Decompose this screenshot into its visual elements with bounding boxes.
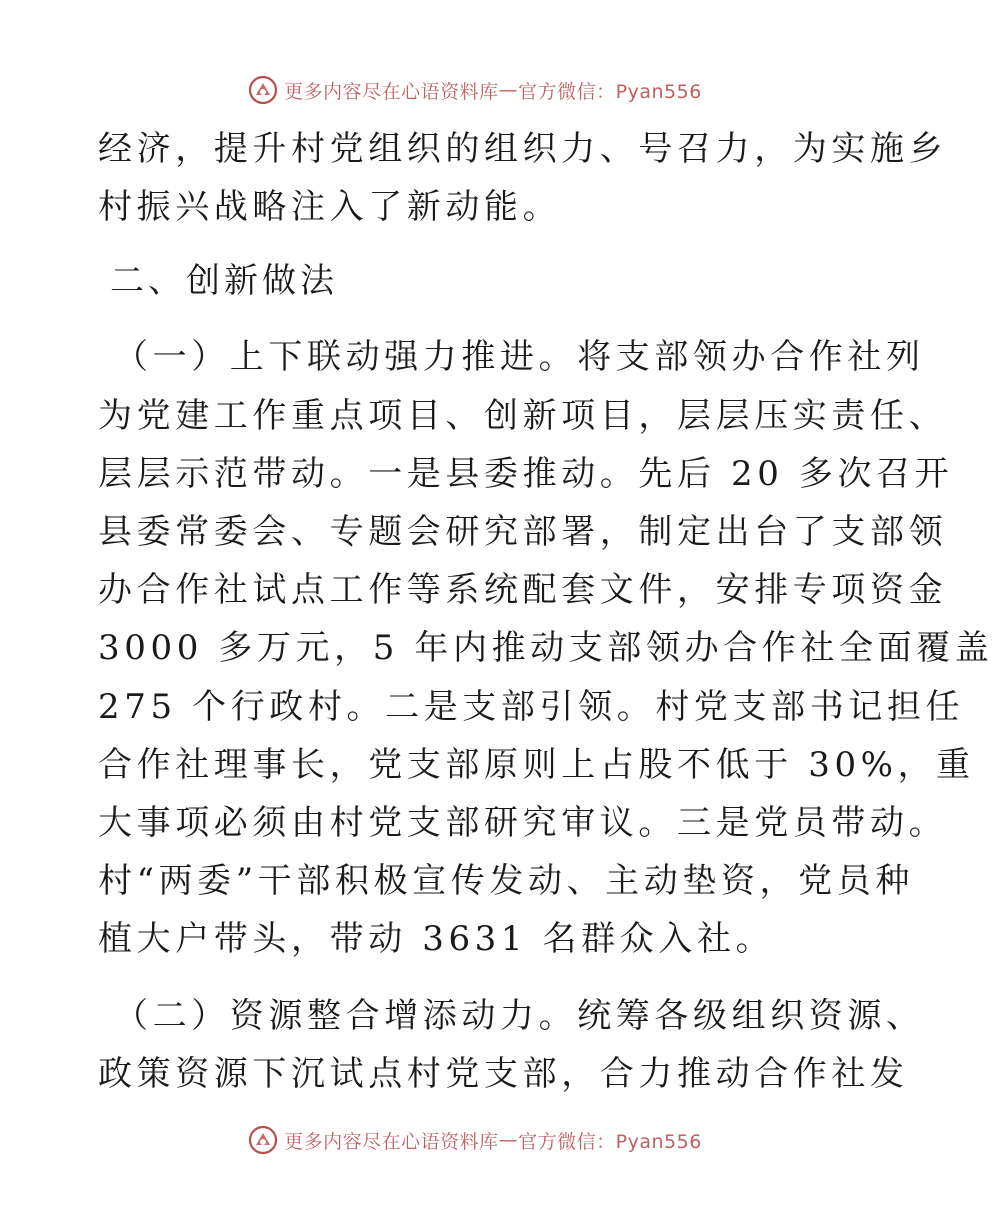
watermark-separator: — (498, 1129, 519, 1151)
watermark-account: 官方微信：Pyan556 (518, 1130, 702, 1153)
watermark-separator: — (498, 79, 519, 101)
text-line: 村“两委”干部积极宣传发动、主动垫资，党员种 (98, 861, 914, 902)
text-line: 大事项必须由村党支部研究审议。三是党员带动。 (98, 803, 948, 844)
paragraph-resources (98, 987, 925, 1103)
text-line: 为党建工作重点项目、创新项目，层层压实责任、 (98, 395, 948, 436)
logo-icon (248, 1125, 278, 1155)
text-line: 县委常委会、专题会研究部署，制定出台了支部领 (98, 512, 948, 553)
logo-icon (248, 75, 278, 105)
paragraph-continuation (98, 120, 948, 236)
text-line: 层层示范带动。一是县委推动。先后 20 多次召开 (98, 453, 954, 494)
text-line: （二）资源整合增添动力。统筹各级组织资源、 (114, 995, 925, 1036)
text-line: 3000 多万元，5 年内推动支部领办合作社全面覆盖 (98, 628, 993, 669)
text-line: 植大户带头，带动 3631 名群众入社。 (98, 919, 775, 960)
text-line: 275 个行政村。二是支部引领。村党支部书记担任 (98, 686, 965, 727)
text-line: （一）上下联动强力推进。将支部领办合作社列 (114, 337, 925, 378)
text-line: 办合作社试点工作等系统配套文件，安排专项资金 (98, 570, 948, 611)
watermark-header (0, 70, 950, 110)
text-line: 合作社理事长，党支部原则上占股不低于 30%，重 (98, 744, 975, 785)
text-line: 村振兴战略注入了新动能。 (98, 187, 562, 228)
text-line: 政策资源下沉试点村党支部，合力推动合作社发 (98, 1053, 909, 1094)
document-body (98, 120, 993, 1103)
paragraph-linkage (98, 328, 993, 968)
section-heading: 二、创新做法 (110, 261, 338, 302)
watermark-account: 官方微信：Pyan556 (518, 80, 702, 103)
watermark-text: 更多内容尽在心语资料库 (284, 1130, 499, 1153)
watermark-footer (0, 1120, 950, 1160)
watermark-text: 更多内容尽在心语资料库 (284, 80, 499, 103)
text-line: 经济，提升村党组织的组织力、号召力，为实施乡 (98, 129, 948, 169)
